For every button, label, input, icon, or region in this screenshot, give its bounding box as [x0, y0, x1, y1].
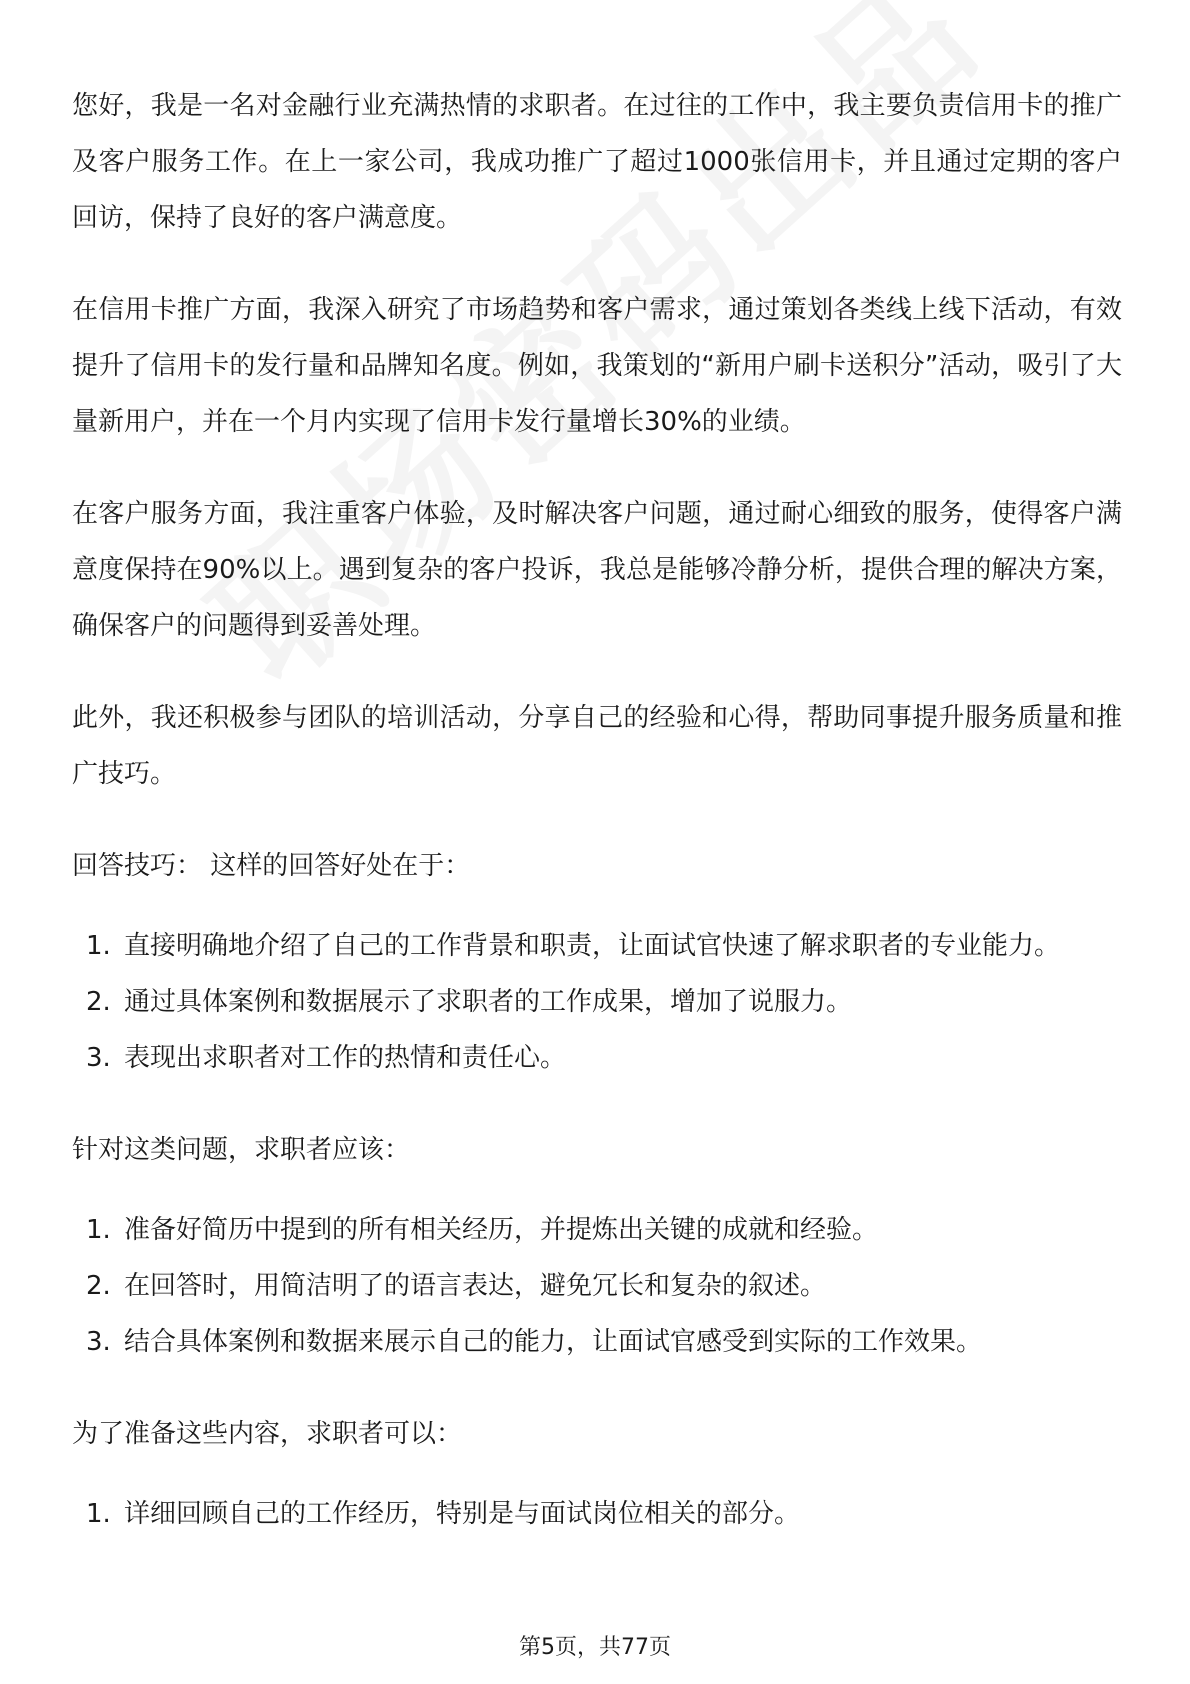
should-heading: 针对这类问题，求职者应该： [72, 1135, 411, 1165]
list-item: 2. 通过具体案例和数据展示了求职者的工作成果，增加了说服力。 [86, 987, 853, 1017]
tips-list [72, 918, 1122, 1086]
page-number: 第5页，共77页 [519, 1635, 671, 1660]
prepare-list [72, 1486, 1122, 1542]
prepare-heading: 为了准备这些内容，求职者可以： [72, 1419, 463, 1449]
list-item: 1. 准备好简历中提到的所有相关经历，并提炼出关键的成就和经验。 [86, 1215, 879, 1245]
should-list [72, 1202, 1122, 1370]
list-item: 3. 结合具体案例和数据来展示自己的能力，让面试官感受到实际的工作效果。 [86, 1327, 983, 1357]
list-item: 1. 详细回顾自己的工作经历，特别是与面试岗位相关的部分。 [86, 1499, 801, 1529]
paragraph-training: 此外，我还积极参与团队的培训活动，分享自己的经验和心得，帮助同事提升服务质量和推广技巧。 [72, 703, 1122, 789]
list-item: 3. 表现出求职者对工作的热情和责任心。 [86, 1043, 567, 1073]
paragraph-intro: 您好，我是一名对金融行业充满热情的求职者。在过往的工作中，我主要负责信用卡的推广及客户服务工作。在上一家公司，我成功推广了超过1000张信用卡，并且通过定期的客户回访，保持了良好的客户满意度。 [72, 91, 1122, 233]
paragraph-service: 在客户服务方面，我注重客户体验，及时解决客户问题，通过耐心细致的服务，使得客户满意度保持在90%以上。遇到复杂的客户投诉，我总是能够冷静分析，提供合理的解决方案，确保客户的问题得到妥善处理。 [72, 499, 1122, 641]
list-item: 2. 在回答时，用简洁明了的语言表达，避免冗长和复杂的叙述。 [86, 1271, 827, 1301]
paragraph-promotion: 在信用卡推广方面，我深入研究了市场趋势和客户需求，通过策划各类线上线下活动，有效提升了信用卡的发行量和品牌知名度。例如，我策划的“新用户刷卡送积分”活动，吸引了大量新用户，并在一个月内实现了信用卡发行量增长30%的业绩。 [72, 295, 1122, 437]
tips-heading: 回答技巧： 这样的回答好处在于： [72, 851, 471, 881]
list-item: 1. 直接明确地介绍了自己的工作背景和职责，让面试官快速了解求职者的专业能力。 [86, 931, 1061, 961]
page-content [72, 78, 1122, 1542]
